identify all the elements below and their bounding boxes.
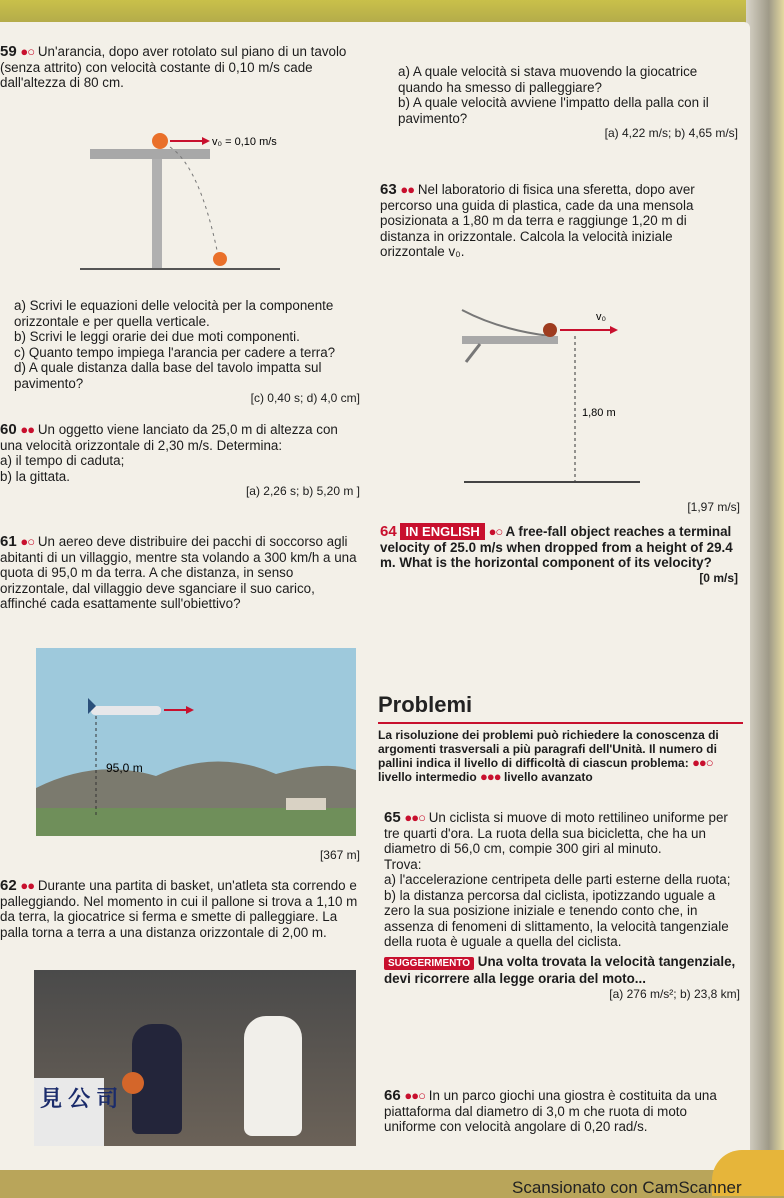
hint-text: Una volta trovata la velocità tangenziale, devi ricorrere alla legge oraria del moto... <box>384 953 736 986</box>
question-b: b) Scrivi le leggi orarie dei due moti componenti. <box>14 329 300 344</box>
shelf-bracket <box>466 344 480 362</box>
altitude-label: 95,0 m <box>106 761 143 775</box>
problem-number: 61 <box>0 533 17 550</box>
problem-text: Un ciclista si muove di moto rettilineo uniforme per tre quarti d'ora. La ruota della sua bicicletta, che ha un diametro di 56,0 cm, compie 300 giri al minuto. <box>384 810 728 856</box>
answer: [c) 0,40 s; d) 4,0 cm] <box>250 391 360 405</box>
airplane-figure <box>36 648 356 836</box>
book-edge <box>746 0 784 1196</box>
question-a: a) Scrivi le equazioni delle velocità per la componente orizzontale e per quella verticale. <box>14 298 334 329</box>
orange-ball-landing <box>213 252 227 266</box>
trova-label: Trova: <box>384 856 422 872</box>
in-english-tag: IN ENGLISH <box>400 523 484 540</box>
problem-65 <box>384 810 740 1002</box>
answer: [a) 2,26 s; b) 5,20 m ] <box>245 484 360 498</box>
airplane <box>91 706 161 715</box>
village <box>286 798 326 810</box>
textbook-page <box>0 22 750 1170</box>
problem-text: Un oggetto viene lanciato da 25,0 m di altezza con una velocità orizzontale di 2,30 m/s. Determina: <box>0 422 338 453</box>
difficulty-dots: ●● <box>20 422 35 437</box>
difficulty-dots: ●● <box>400 182 415 197</box>
question-b: b) la gittata. <box>0 468 70 484</box>
answer: [0 m/s] <box>699 570 738 585</box>
answer: [a) 4,22 m/s; b) 4,65 m/s] <box>604 126 738 140</box>
problem-62 <box>0 878 360 940</box>
answer: [1,97 m/s] <box>687 500 740 514</box>
intro-text: La risoluzione dei problemi può richiedere la conoscenza di argomenti trasversali a più paragrafi dell'Unità. Il numero di pallini indica il livello di difficoltà di ciascun problema: <box>378 728 719 770</box>
legend-adv-dots: ●●● <box>480 769 501 784</box>
legend-mid: livello intermedio <box>378 770 477 784</box>
problem-number: 64 <box>380 523 397 540</box>
question-a: a) l'accelerazione centripeta delle parti esterne della ruota; <box>384 872 731 887</box>
photo-banner-text: 見 公 司 <box>40 1086 119 1111</box>
section-title: Problemi <box>378 692 473 717</box>
difficulty-dots: ●○ <box>488 524 503 539</box>
question-a: a) A quale velocità si stava muovendo la giocatrice quando ha smesso di palleggiare? <box>398 64 698 95</box>
answer: [a) 276 m/s²; b) 23,8 km] <box>609 986 740 1001</box>
table-leg <box>152 159 162 269</box>
question-c: c) Quanto tempo impiega l'arancia per cadere a terra? <box>14 344 336 360</box>
problem-62-questions <box>398 64 738 142</box>
difficulty-dots: ●○ <box>20 44 35 59</box>
section-rule <box>378 722 743 724</box>
trajectory <box>170 147 218 255</box>
question-a: a) il tempo di caduta; <box>0 453 125 468</box>
player-white <box>244 1016 302 1136</box>
problem-59-questions <box>14 298 360 407</box>
problem-63 <box>380 182 738 260</box>
table-top <box>90 149 210 159</box>
problem-number: 65 <box>384 809 401 826</box>
orange-ball <box>152 133 168 149</box>
hint-tag: SUGGERIMENTO <box>384 957 474 970</box>
problem-59 <box>0 44 360 91</box>
basketball-photo <box>34 970 356 1146</box>
problem-text: Nel laboratorio di fisica una sferetta, dopo aver percorso una guida di plastica, cade da una mensola posizionata a 1,80 m da terra e raggiunge 1,20 m di distanza in orizzontale. Calcola la velocità iniziale orizzontale v₀. <box>380 182 695 259</box>
answer: [367 m] <box>319 848 360 862</box>
difficulty-dots: ●● <box>20 878 35 893</box>
problem-number: 60 <box>0 421 17 438</box>
problem-number: 59 <box>0 43 17 60</box>
problem-text: Un'arancia, dopo aver rotolato sul piano di un tavolo (senza attrito) con velocità costante di 0,10 m/s cade dall'altezza di 80 cm. <box>0 44 347 90</box>
problem-number: 62 <box>0 877 17 894</box>
velocity-label: v₀ <box>596 311 607 323</box>
scanner-footer: Scansionato con CamScanner <box>512 1178 742 1197</box>
table-figure <box>60 127 300 277</box>
question-b: b) la distanza percorsa dal ciclista, ipotizzando uguale a zero la sua posizione iniziale e tenendo conto che, in assenza di fenomeni di slittamento, la velocità tangenziale della ruota è uguale a quella del ciclista. <box>384 887 729 949</box>
problem-66 <box>384 1088 740 1135</box>
basketball <box>122 1072 144 1094</box>
question-d: d) A quale distanza dalla base del tavolo impatta sul pavimento? <box>14 360 322 391</box>
sphere <box>543 323 557 337</box>
difficulty-dots: ●○ <box>20 534 35 549</box>
problem-number: 66 <box>384 1087 401 1104</box>
legend-mid-dots: ●●○ <box>692 755 713 770</box>
problem-text: Durante una partita di basket, un'atleta sta correndo e palleggiando. Nel momento in cui il pallone si trova a 1,10 m da terra, la giocatrice si ferma e smette di palleggiare. La palla torna a terra a una distanza orizzontale di 2,00 m. <box>0 878 358 940</box>
question-b: b) A quale velocità avviene l'impatto della palla con il pavimento? <box>398 95 709 126</box>
velocity-arrowhead <box>610 326 618 334</box>
difficulty-dots: ●●○ <box>404 810 425 825</box>
plastic-guide <box>462 310 550 336</box>
legend-adv: livello avanzato <box>503 770 593 784</box>
height-label: 1,80 m <box>582 407 616 419</box>
problem-text: Un aereo deve distribuire dei pacchi di soccorso agli abitanti di un villaggio, mentre sta volando a 300 km/h a una quota di 95,0 m da terra. A che distanza, in senso orizzontale, dal villaggio deve sganciare il suo carico, affinché cada esattamente sull'obiettivo? <box>0 534 357 611</box>
problem-60 <box>0 422 360 500</box>
problem-text: A free-fall object reaches a terminal velocity of 25.0 m/s when dropped from a height of 29.4 m. What is the horizontal component of its velocity? <box>380 524 733 570</box>
velocity-arrowhead <box>202 137 210 145</box>
shelf <box>462 336 558 344</box>
ground <box>36 808 356 836</box>
problemi-intro <box>378 728 740 784</box>
difficulty-dots: ●●○ <box>404 1088 425 1103</box>
problem-64 <box>380 524 738 586</box>
problem-text: In un parco giochi una giostra è costituita da una piattaforma dal diametro di 3,0 m che ruota di moto uniforme con velocità angolare di 0,20 rad/s. <box>384 1088 717 1134</box>
problem-61 <box>0 534 360 612</box>
problem-number: 63 <box>380 181 397 198</box>
velocity-label: v₀ = 0,10 m/s <box>212 136 277 148</box>
shelf-figure <box>460 290 650 490</box>
